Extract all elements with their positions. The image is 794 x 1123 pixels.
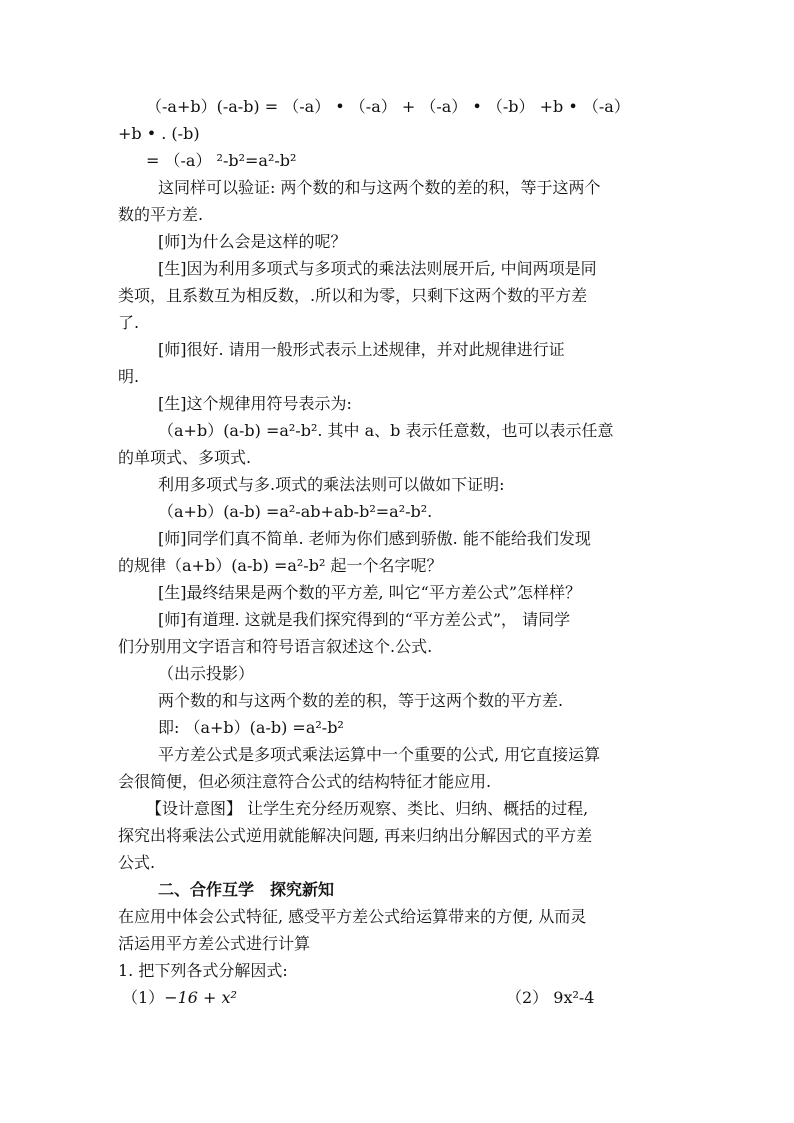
text-line: （出示投影）: [158, 664, 255, 683]
text-line: 公式.: [118, 853, 156, 872]
text-line: 平方差公式是多项式乘法运算中一个重要的公式, 用它直接运算: [158, 745, 601, 764]
design-intent-line: 【设计意图】 让学生充分经历观察、类比、归纳、概括的过程,: [146, 799, 589, 818]
text-line: [生]最终结果是两个数的平方差, 叫它“平方差公式”怎样样？: [158, 583, 582, 602]
text-line: [师]有道理. 这就是我们探究得到的“平方差公式”， 请同学: [158, 610, 571, 629]
exercise-item-1-expr: −16 + x²: [164, 988, 237, 1007]
text-line: （a+b）(a-b) =a²-ab+ab-b²=a²-b².: [158, 502, 433, 521]
text-line: （a+b）(a-b) =a²-b². 其中 a、b 表示任意数，也可以表示任意: [158, 421, 614, 440]
section-heading: 二、合作互学 探究新知: [158, 880, 335, 899]
text-line: 这同样可以验证: 两个数的和与这两个数的差的积，等于这两个: [158, 178, 601, 197]
text-line: 即: （a+b）(a-b) =a²-b²: [158, 718, 344, 737]
exercise-instruction: 1. 把下列各式分解因式:: [118, 961, 288, 980]
text-line: 利用多项式与多.项式的乘法法则可以做如下证明:: [158, 475, 505, 494]
text-line: [师]同学们真不简单. 老师为你们感到骄傲. 能不能给我们发现: [158, 529, 591, 548]
exercise-item-1-label: （1）: [122, 988, 165, 1007]
text-line: 活运用平方差公式进行计算: [118, 934, 311, 953]
text-line: [师]为什么会是这样的呢？: [158, 232, 347, 251]
text-line: 的规律（a+b）(a-b) =a²-b² 起一个名字呢？: [118, 556, 443, 575]
text-line: 类项，且系数互为相反数，.所以和为零，只剩下这两个数的平方差: [118, 286, 588, 305]
text-line: 在应用中体会公式特征, 感受平方差公式给运算带来的方便, 从而灵: [118, 907, 587, 926]
text-line: [生]这个规律用符号表示为:: [158, 394, 352, 413]
text-line: （-a+b）(-a-b) = （-a） • （-a） + （-a） • （-b） +b • （-a）: [146, 97, 630, 116]
text-line: 两个数的和与这两个数的差的积，等于这两个数的平方差.: [158, 691, 564, 710]
text-line: [师]很好. 请用一般形式表示上述规律，并对此规律进行证: [158, 340, 565, 359]
exercise-item-2-expr: 9x²-4: [553, 988, 595, 1007]
exercise-item-2: [506, 987, 594, 1009]
exercise-row: [118, 987, 678, 1009]
text-line: 的单项式、多项式.: [118, 448, 252, 467]
text-line: 了.: [118, 313, 140, 332]
exercise-item-1: [122, 987, 237, 1009]
text-line: 数的平方差.: [118, 205, 204, 224]
text-line: 会很简便，但必须注意符合公式的结构特征才能应用.: [118, 772, 492, 791]
text-line: 明.: [118, 367, 140, 386]
exercise-item-2-label: （2）: [506, 988, 549, 1007]
text-line: [生]因为利用多项式与多项式的乘法法则展开后, 中间两项是同: [158, 259, 597, 278]
text-line: +b • . (-b): [118, 124, 200, 143]
text-line: = （-a） ²-b²=a²-b²: [146, 151, 297, 170]
text-line: 探究出将乘法公式逆用就能解决问题, 再来归纳出分解因式的平方差: [118, 826, 593, 845]
text-line: 们分别用文字语言和符号语言叙述这个.公式.: [118, 637, 433, 656]
